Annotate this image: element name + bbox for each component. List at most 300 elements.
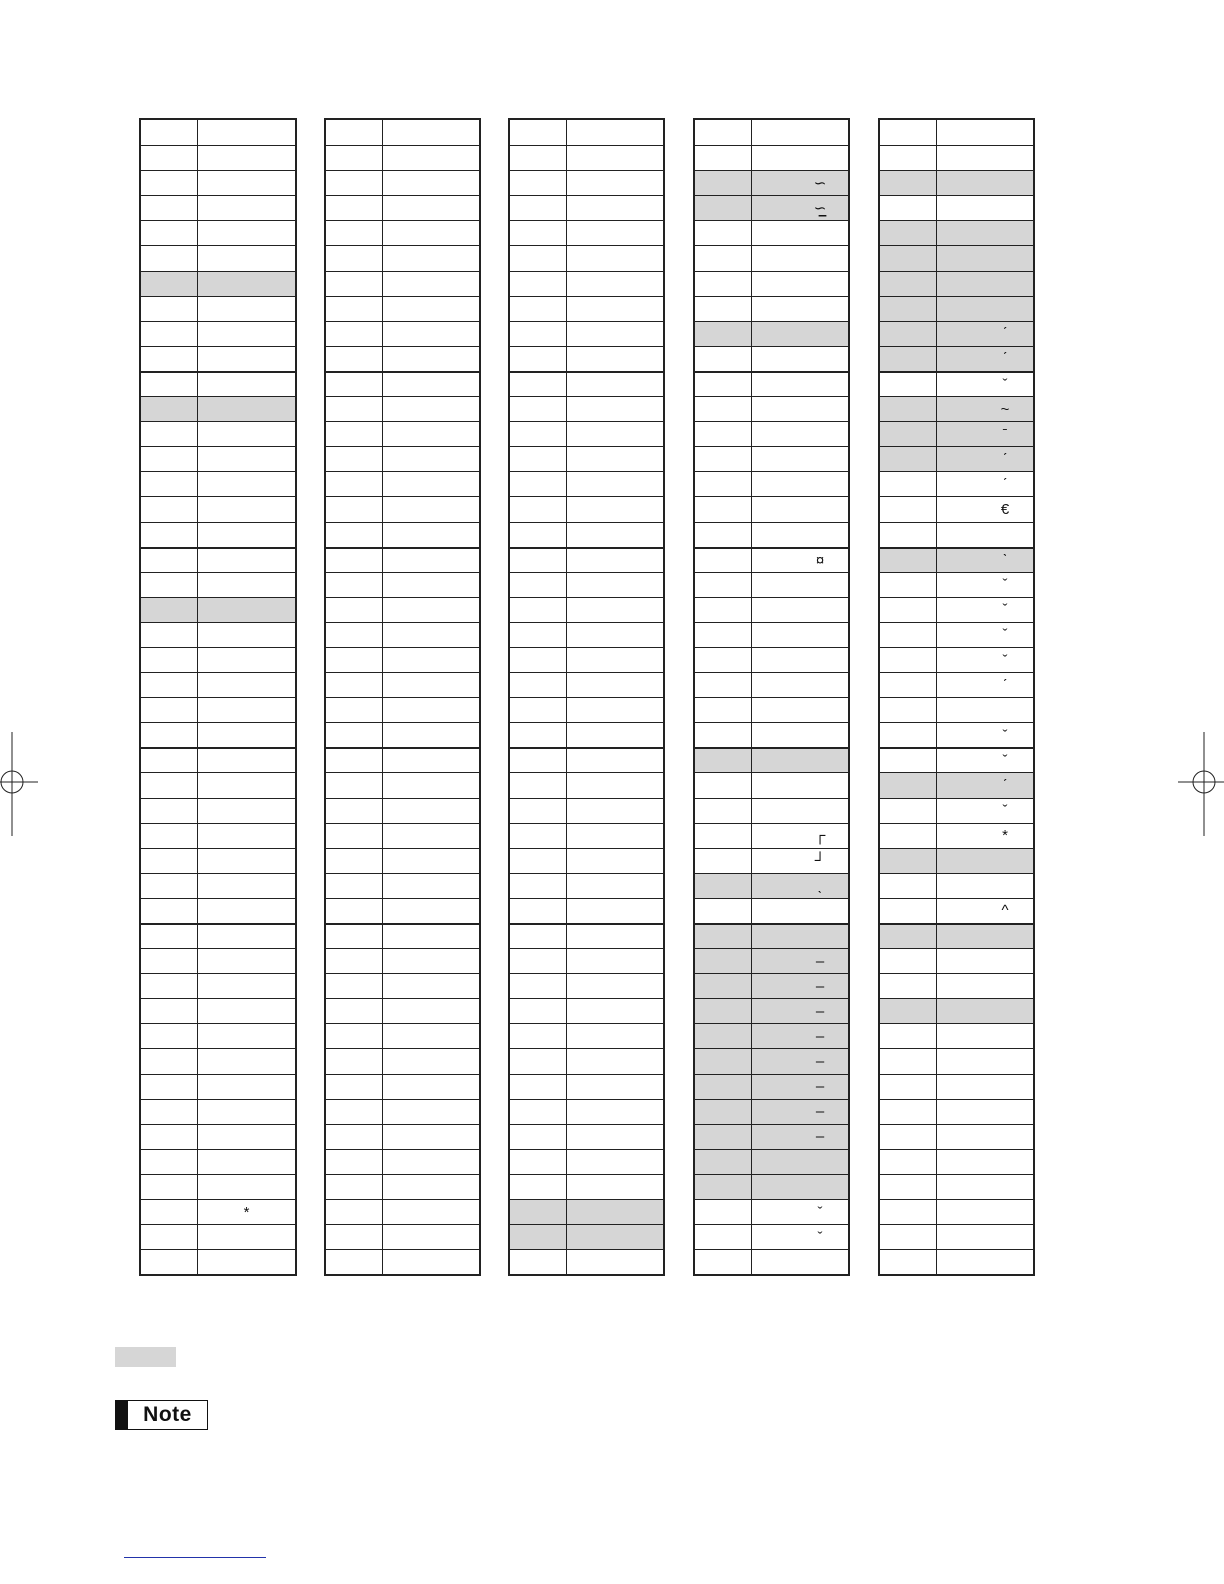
char-cell: [383, 1200, 479, 1224]
table-row: [695, 496, 848, 521]
code-cell: [880, 648, 937, 672]
char-cell: [752, 1225, 848, 1249]
char-cell: [383, 523, 479, 547]
table-row: [141, 848, 295, 873]
char-cell: [567, 749, 663, 772]
table-row: [880, 471, 1033, 496]
table-row: [695, 547, 848, 572]
char-cell: [937, 1024, 1033, 1048]
char-cell: [198, 523, 295, 547]
char-cell: [567, 272, 663, 296]
char-symbol: ˇ: [1002, 626, 1008, 644]
table-row: [141, 1124, 295, 1149]
code-cell: [695, 120, 752, 145]
code-cell: [326, 1125, 383, 1149]
char-cell: [198, 1125, 295, 1149]
code-cell: [326, 272, 383, 296]
code-cell: [510, 824, 567, 848]
char-cell: [198, 1225, 295, 1249]
code-cell: [695, 598, 752, 622]
code-cell: [141, 673, 198, 697]
code-cell: [880, 1150, 937, 1174]
char-cell: [198, 322, 295, 346]
char-cell: [752, 1250, 848, 1274]
table-row: [695, 1149, 848, 1174]
char-cell: [198, 1200, 295, 1224]
char-cell: [383, 949, 479, 973]
code-cell: [510, 497, 567, 521]
char-cell: [198, 1049, 295, 1073]
table-row: [510, 1149, 663, 1174]
char-cell: [752, 673, 848, 697]
char-cell: [937, 120, 1033, 145]
char-cell: [937, 1049, 1033, 1073]
code-cell: [326, 523, 383, 547]
table-row: [141, 245, 295, 270]
char-cell: [937, 648, 1033, 672]
char-cell: [198, 698, 295, 722]
code-cell: [695, 373, 752, 396]
code-cell: [326, 196, 383, 220]
code-table-4: [693, 118, 850, 1276]
table-row: [695, 798, 848, 823]
code-cell: [880, 773, 937, 797]
code-cell: [695, 1075, 752, 1099]
table-row: [510, 948, 663, 973]
table-row: [326, 522, 479, 547]
char-cell: [937, 673, 1033, 697]
code-cell: [326, 447, 383, 471]
char-cell: [383, 246, 479, 270]
char-symbol: ˋ: [1002, 551, 1008, 569]
code-cell: [141, 1225, 198, 1249]
table-row: [880, 1048, 1033, 1073]
char-cell: [937, 623, 1033, 647]
code-cell: [880, 673, 937, 697]
char-cell: [937, 874, 1033, 898]
table-row: [326, 321, 479, 346]
table-row: [695, 848, 848, 873]
char-cell: [567, 698, 663, 722]
table-row: [510, 848, 663, 873]
char-cell: [567, 397, 663, 421]
note-heading: [115, 1400, 208, 1430]
table-row: [695, 923, 848, 948]
table-row: [695, 1099, 848, 1124]
table-row: [510, 421, 663, 446]
code-cell: [880, 974, 937, 998]
char-cell: [752, 1175, 848, 1199]
char-cell: [752, 297, 848, 321]
table-row: [326, 597, 479, 622]
char-symbol: ˇ: [1002, 375, 1008, 393]
table-row: [510, 622, 663, 647]
table-row: [326, 471, 479, 496]
char-cell: [198, 573, 295, 597]
code-cell: [695, 171, 752, 195]
char-cell: [567, 447, 663, 471]
char-cell: [752, 347, 848, 371]
char-cell: [198, 1075, 295, 1099]
table-row: [326, 898, 479, 923]
char-cell: [937, 1200, 1033, 1224]
code-cell: [326, 549, 383, 572]
table-row: [880, 371, 1033, 396]
code-cell: [510, 1049, 567, 1073]
char-cell: [383, 272, 479, 296]
char-cell: [383, 673, 479, 697]
code-cell: [695, 698, 752, 722]
table-row: [695, 998, 848, 1023]
char-cell: [937, 497, 1033, 521]
code-cell: [326, 297, 383, 321]
table-row: [510, 1048, 663, 1073]
char-cell: [383, 648, 479, 672]
char-symbol: ‒: [815, 1053, 825, 1071]
char-cell: [198, 648, 295, 672]
char-cell: [567, 974, 663, 998]
char-symbol: ¤: [815, 551, 825, 569]
char-cell: [198, 749, 295, 772]
code-cell: [695, 773, 752, 797]
code-cell: [326, 120, 383, 145]
registration-mark-left: [0, 732, 40, 836]
code-cell: [141, 347, 198, 371]
table-row: [326, 296, 479, 321]
char-cell: [383, 549, 479, 572]
code-cell: [141, 874, 198, 898]
code-cell: [141, 422, 198, 446]
char-cell: [198, 623, 295, 647]
table-row: [880, 346, 1033, 371]
code-cell: [510, 723, 567, 747]
table-row: [326, 1199, 479, 1224]
char-cell: [937, 146, 1033, 170]
code-cell: [141, 246, 198, 270]
code-cell: [326, 1024, 383, 1048]
code-cell: [880, 120, 937, 145]
table-row: [326, 195, 479, 220]
char-cell: [567, 623, 663, 647]
table-row: [695, 948, 848, 973]
char-symbol: ˇ: [817, 1203, 823, 1221]
char-cell: [567, 171, 663, 195]
code-cell: [141, 925, 198, 948]
table-row: [141, 145, 295, 170]
char-symbol: *: [1002, 827, 1008, 845]
table-row: [326, 1099, 479, 1124]
table-row: [880, 898, 1033, 923]
char-cell: [752, 849, 848, 873]
table-row: [141, 421, 295, 446]
table-row: [695, 672, 848, 697]
char-cell: [198, 925, 295, 948]
code-cell: [510, 447, 567, 471]
code-cell: [880, 573, 937, 597]
code-cell: [141, 773, 198, 797]
table-row: [695, 1023, 848, 1048]
char-cell: [937, 297, 1033, 321]
code-cell: [326, 1049, 383, 1073]
char-cell: [752, 648, 848, 672]
code-cell: [695, 1225, 752, 1249]
table-row: [880, 547, 1033, 572]
code-cell: [510, 196, 567, 220]
code-cell: [880, 999, 937, 1023]
table-row: [880, 998, 1033, 1023]
char-cell: [567, 925, 663, 948]
char-cell: [752, 698, 848, 722]
code-cell: [695, 1024, 752, 1048]
code-cell: [141, 1150, 198, 1174]
table-row: [141, 697, 295, 722]
table-row: [510, 1224, 663, 1249]
char-cell: [383, 1024, 479, 1048]
table-row: [141, 798, 295, 823]
table-row: [695, 296, 848, 321]
table-row: [880, 170, 1033, 195]
char-cell: [567, 773, 663, 797]
table-row: [695, 245, 848, 270]
char-symbol: ∽̲: [813, 199, 827, 217]
table-row: [880, 1074, 1033, 1099]
table-row: [510, 1249, 663, 1274]
code-cell: [510, 120, 567, 145]
char-cell: [198, 397, 295, 421]
code-cell: [695, 849, 752, 873]
code-cell: [695, 221, 752, 245]
char-symbol: ‒: [815, 952, 825, 970]
char-cell: [383, 1225, 479, 1249]
code-cell: [695, 749, 752, 772]
table-row: [326, 496, 479, 521]
table-row: [326, 145, 479, 170]
table-row: [510, 798, 663, 823]
code-cell: [141, 1075, 198, 1099]
code-cell: [880, 497, 937, 521]
table-row: [695, 522, 848, 547]
table-row: [695, 471, 848, 496]
char-cell: [383, 1150, 479, 1174]
code-cell: [880, 849, 937, 873]
char-cell: [752, 874, 848, 898]
code-cell: [880, 899, 937, 923]
code-cell: [510, 272, 567, 296]
table-row: [695, 120, 848, 145]
code-cell: [141, 297, 198, 321]
char-cell: [383, 698, 479, 722]
char-cell: [198, 1250, 295, 1274]
char-cell: [198, 999, 295, 1023]
code-cell: [880, 322, 937, 346]
char-cell: [937, 824, 1033, 848]
char-cell: [198, 974, 295, 998]
code-cell: [510, 472, 567, 496]
table-row: [695, 195, 848, 220]
table-row: [141, 923, 295, 948]
char-cell: [198, 246, 295, 270]
char-cell: [567, 373, 663, 396]
char-cell: [383, 397, 479, 421]
table-row: [510, 496, 663, 521]
table-row: [695, 321, 848, 346]
table-row: [695, 697, 848, 722]
table-row: [880, 1249, 1033, 1274]
table-row: [141, 998, 295, 1023]
char-cell: [567, 322, 663, 346]
code-cell: [695, 974, 752, 998]
table-row: [510, 823, 663, 848]
code-cell: [141, 171, 198, 195]
table-row: [880, 446, 1033, 471]
code-cell: [510, 999, 567, 1023]
table-row: [141, 948, 295, 973]
code-cell: [326, 246, 383, 270]
code-cell: [880, 549, 937, 572]
char-cell: [937, 1125, 1033, 1149]
table-row: [695, 647, 848, 672]
table-row: [326, 1023, 479, 1048]
table-row: [141, 973, 295, 998]
table-row: [880, 823, 1033, 848]
char-symbol: ┌: [814, 827, 826, 845]
char-symbol: ˊ: [1002, 475, 1008, 493]
table-row: [326, 672, 479, 697]
char-cell: [937, 1100, 1033, 1124]
char-cell: [198, 422, 295, 446]
code-table-1: [139, 118, 297, 1276]
char-cell: [567, 723, 663, 747]
code-cell: [510, 673, 567, 697]
code-cell: [510, 373, 567, 396]
char-cell: [198, 549, 295, 572]
table-row: [510, 522, 663, 547]
code-cell: [510, 1100, 567, 1124]
code-cell: [141, 322, 198, 346]
char-cell: [752, 497, 848, 521]
code-cell: [695, 1200, 752, 1224]
table-row: [326, 747, 479, 772]
char-cell: [567, 849, 663, 873]
code-cell: [880, 749, 937, 772]
table-row: [695, 572, 848, 597]
code-cell: [695, 648, 752, 672]
table-row: [880, 848, 1033, 873]
table-row: [326, 798, 479, 823]
table-row: [326, 873, 479, 898]
code-cell: [326, 849, 383, 873]
char-symbol: ˇ: [1002, 726, 1008, 744]
char-cell: [937, 347, 1033, 371]
table-row: [695, 446, 848, 471]
code-cell: [326, 322, 383, 346]
code-cell: [326, 999, 383, 1023]
char-cell: [567, 1150, 663, 1174]
char-cell: [567, 146, 663, 170]
table-row: [880, 220, 1033, 245]
char-symbol: ˊ: [1002, 676, 1008, 694]
char-cell: [567, 799, 663, 823]
char-cell: [198, 120, 295, 145]
code-cell: [141, 1200, 198, 1224]
code-cell: [141, 1049, 198, 1073]
table-row: [695, 421, 848, 446]
table-row: [695, 170, 848, 195]
char-cell: [937, 221, 1033, 245]
code-cell: [695, 1150, 752, 1174]
char-cell: [383, 849, 479, 873]
char-symbol: ˊ: [1002, 450, 1008, 468]
table-row: [695, 220, 848, 245]
table-row: [695, 823, 848, 848]
char-symbol: ˇ: [1002, 752, 1008, 770]
code-cell: [326, 598, 383, 622]
char-cell: [567, 1250, 663, 1274]
char-cell: [567, 523, 663, 547]
table-row: [880, 572, 1033, 597]
char-cell: [937, 749, 1033, 772]
code-cell: [326, 146, 383, 170]
table-row: [326, 120, 479, 145]
code-cell: [510, 146, 567, 170]
table-row: [141, 522, 295, 547]
char-cell: [383, 472, 479, 496]
code-cell: [141, 698, 198, 722]
table-row: [880, 145, 1033, 170]
code-cell: [695, 623, 752, 647]
code-cell: [510, 1225, 567, 1249]
char-symbol: ‒: [815, 1078, 825, 1096]
code-cell: [326, 1175, 383, 1199]
code-cell: [880, 196, 937, 220]
code-cell: [326, 1100, 383, 1124]
code-cell: [880, 523, 937, 547]
table-row: [880, 1224, 1033, 1249]
char-cell: [198, 824, 295, 848]
table-row: [141, 1174, 295, 1199]
code-cell: [326, 347, 383, 371]
code-cell: [695, 347, 752, 371]
char-cell: [937, 723, 1033, 747]
code-cell: [141, 1125, 198, 1149]
code-cell: [695, 1175, 752, 1199]
char-cell: [752, 549, 848, 572]
char-cell: [383, 447, 479, 471]
code-cell: [695, 497, 752, 521]
char-cell: [937, 322, 1033, 346]
table-row: [510, 697, 663, 722]
char-symbol: ˊ: [1002, 325, 1008, 343]
code-cell: [141, 472, 198, 496]
char-symbol: ‒: [815, 1002, 825, 1020]
code-cell: [880, 723, 937, 747]
table-row: [326, 973, 479, 998]
code-cell: [141, 1250, 198, 1274]
table-row: [880, 245, 1033, 270]
char-cell: [567, 573, 663, 597]
char-cell: [752, 1125, 848, 1149]
registration-mark-right: [1178, 732, 1224, 836]
code-cell: [326, 949, 383, 973]
char-cell: [752, 974, 848, 998]
table-row: [141, 823, 295, 848]
table-row: [510, 1199, 663, 1224]
char-cell: [383, 196, 479, 220]
table-row: [141, 873, 295, 898]
code-cell: [326, 799, 383, 823]
code-cell: [510, 925, 567, 948]
code-cell: [880, 246, 937, 270]
